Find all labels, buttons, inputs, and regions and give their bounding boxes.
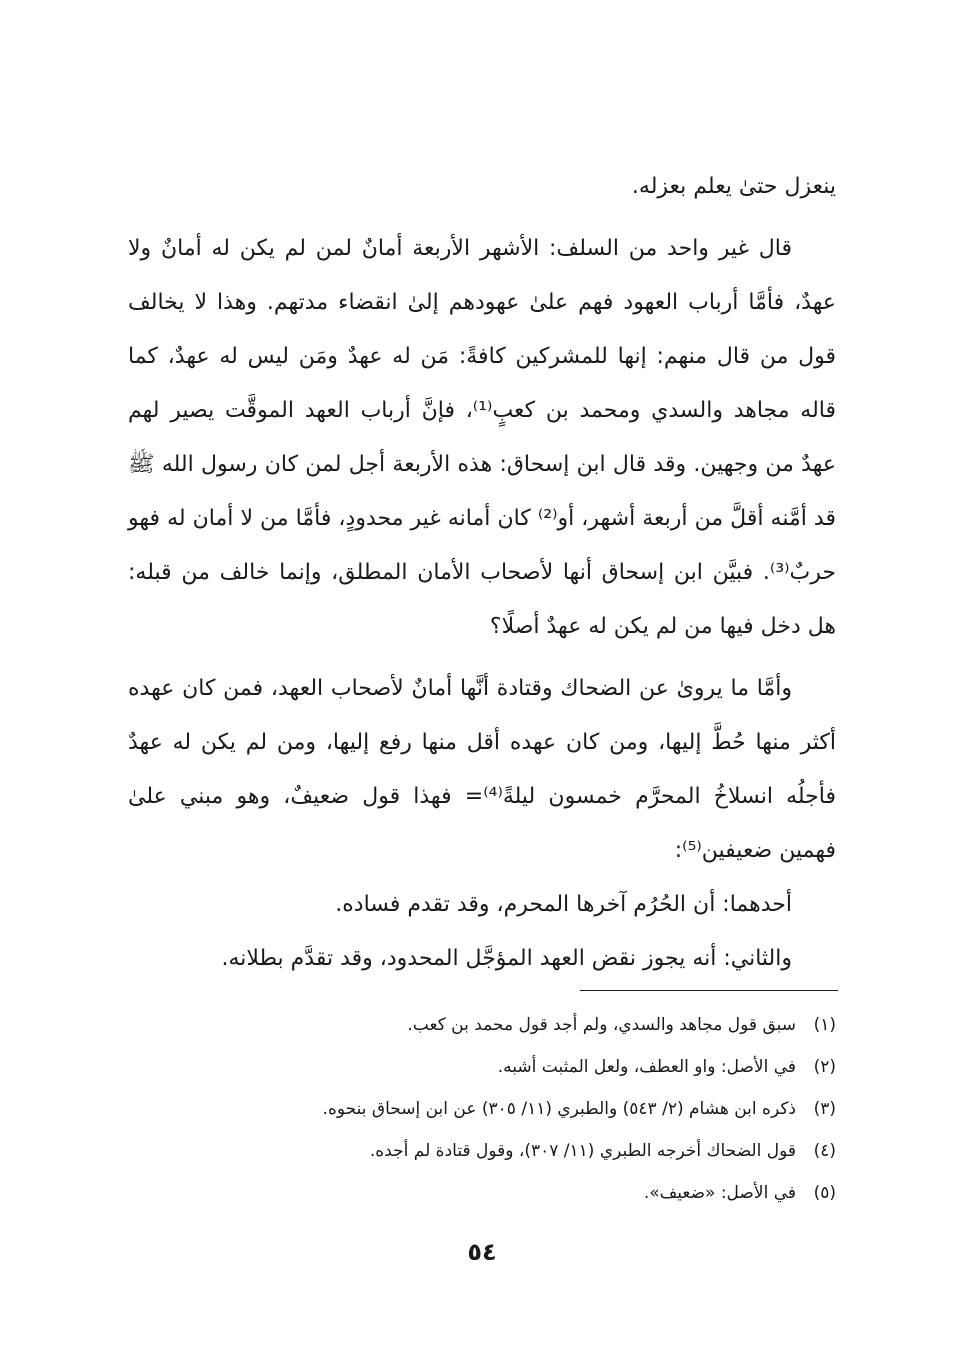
body-text xyxy=(128,160,836,986)
footnote-text: سبق قول مجاهد والسدي، ولم أجد قول محمد بن كعب. xyxy=(407,1015,796,1035)
footnote-item xyxy=(196,1046,836,1088)
paragraph-continuation: ينعزل حتىٰ يعلم بعزله. xyxy=(631,174,836,199)
footnote-item xyxy=(196,1172,836,1214)
footnote-item xyxy=(196,1088,836,1130)
paragraph-second-point: والثاني: أنه يجوز نقض العهد المؤجَّل المحدود، وقد تقدَّم بطلانه. xyxy=(221,946,792,971)
footnote-text: في الأصل: واو العطف، ولعل المثبت أشبه. xyxy=(497,1057,796,1077)
paragraph-salaf-opinion: قال غير واحد من السلف: الأشهر الأربعة أمانٌ لمن لم يكن له أمانٌ ولا عهدٌ، فأمَّا أرباب العهود فهم علىٰ عهودهم إلىٰ انقضاء مدتهم. وهذا لا يخالف قول من قال منهم: إنها للمشركين كافةً: مَن له عهدٌ ومَن ليس له عهدٌ، كما قاله مجاهد والسدي ومحمد بن كعبٍ⁽¹⁾، فإنَّ أرباب العهد الموقَّت يصير لهم عهدٌ من وجهين. وقد قال ابن إسحاق: هذه الأربعة أجل لمن كان رسول الله ﷺ قد أمَّنه أقلَّ من أربعة أشهر، أو⁽²⁾ كان أمانه غير محدودٍ، فأمَّا من لا أمان له فهو حربٌ⁽³⁾. فبيَّن ابن إسحاق أنها لأصحاب الأمان المطلق، وإنما خالف من قبله: هل دخل فيها من لم يكن له عهدٌ أصلًا؟ xyxy=(128,236,836,639)
footnote-separator xyxy=(580,990,838,991)
footnote-text: ذكره ابن هشام (٢/ ٥٤٣) والطبري (١١/ ٣٠٥) عن ابن إسحاق بنحوه. xyxy=(322,1099,796,1119)
footnote-number: (١) xyxy=(813,1015,836,1035)
footnote-number: (٣) xyxy=(813,1099,836,1119)
footnote-item xyxy=(196,1004,836,1046)
footnote-number: (٥) xyxy=(813,1183,836,1203)
footnote-number: (٤) xyxy=(813,1141,836,1161)
footnote-item xyxy=(196,1130,836,1172)
paragraph-dahhak-qatada: وأمَّا ما يروىٰ عن الضحاك وقتادة أنَّها أمانٌ لأصحاب العهد، فمن كان عهده أكثر منها حُطَّ إليها، ومن كان عهده أقل منها رفع إليها، ومن لم يكن له عهدٌ فأجلُه انسلاخُ المحرَّم خمسون ليلةً⁽⁴⁾= فهذا قول ضعيفٌ، وهو مبني علىٰ فهمين ضعيفين⁽⁵⁾: xyxy=(128,676,836,863)
footnote-number: (٢) xyxy=(813,1057,836,1077)
footnote-text: في الأصل: «ضعيف». xyxy=(643,1183,796,1203)
page-number: ٥٤ xyxy=(467,1238,497,1266)
footnotes xyxy=(196,1004,836,1214)
paragraph-first-point: أحدهما: أن الحُرُم آخرها المحرم، وقد تقدم فساده. xyxy=(335,892,792,917)
footnote-text: قول الضحاك أخرجه الطبري (١١/ ٣٠٧)، وقول قتادة لم أجده. xyxy=(369,1141,796,1161)
